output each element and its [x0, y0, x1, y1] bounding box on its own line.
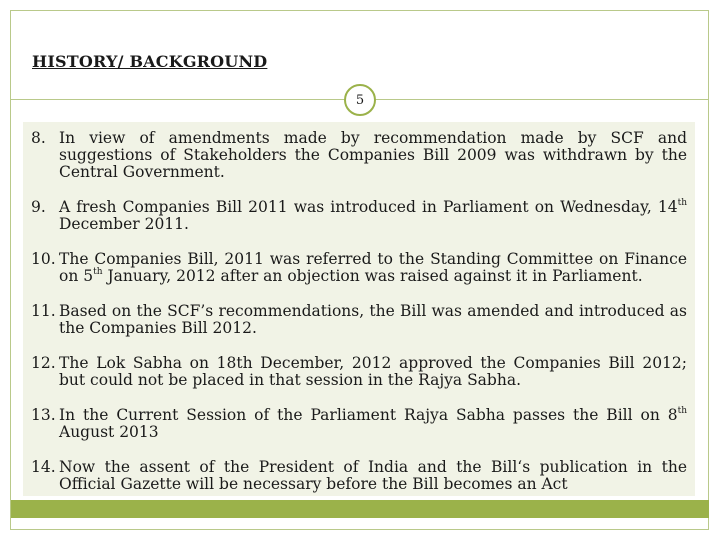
page-number-badge: 5 — [344, 84, 376, 116]
list-item — [31, 355, 687, 389]
item-text: In view of amendments made by recommendation made by SCF and suggestions of Stakeholders the Companies Bill 2009 was withdrawn by the Central Government. — [59, 129, 687, 181]
item-number: 14. — [31, 458, 56, 476]
list-item — [31, 303, 687, 337]
list-item — [31, 130, 687, 181]
item-text: A fresh Companies Bill 2011 was introduced in Parliament on Wednesday, 14th December 2011. — [59, 198, 687, 233]
list-item — [31, 459, 687, 493]
item-text: The Lok Sabha on 18th December, 2012 approved the Companies Bill 2012; but could not be placed in that session in the Rajya Sabha. — [59, 354, 687, 389]
item-text: Now the assent of the President of India and the Bill‘s publication in the Official Gazette will be necessary before the Bill becomes an Act — [59, 458, 687, 493]
item-number: 12. — [31, 354, 56, 372]
item-number: 11. — [31, 302, 56, 320]
list-item — [31, 407, 687, 441]
item-number: 8. — [31, 129, 46, 147]
list-item — [31, 251, 687, 285]
footer-bar — [11, 500, 709, 518]
list-item — [31, 199, 687, 233]
item-text: In the Current Session of the Parliament Rajya Sabha passes the Bill on 8th August 2013 — [59, 406, 687, 441]
item-text: The Companies Bill, 2011 was referred to the Standing Committee on Finance on 5th January, 2012 after an objection was raised against it in Parliament. — [59, 250, 687, 285]
item-number: 10. — [31, 250, 56, 268]
content-panel — [23, 122, 695, 496]
item-text: Based on the SCF’s recommendations, the Bill was amended and introduced as the Companies Bill 2012. — [59, 302, 687, 337]
slide-title: HISTORY/ BACKGROUND — [32, 52, 268, 71]
item-number: 13. — [31, 406, 56, 424]
item-number: 9. — [31, 198, 46, 216]
